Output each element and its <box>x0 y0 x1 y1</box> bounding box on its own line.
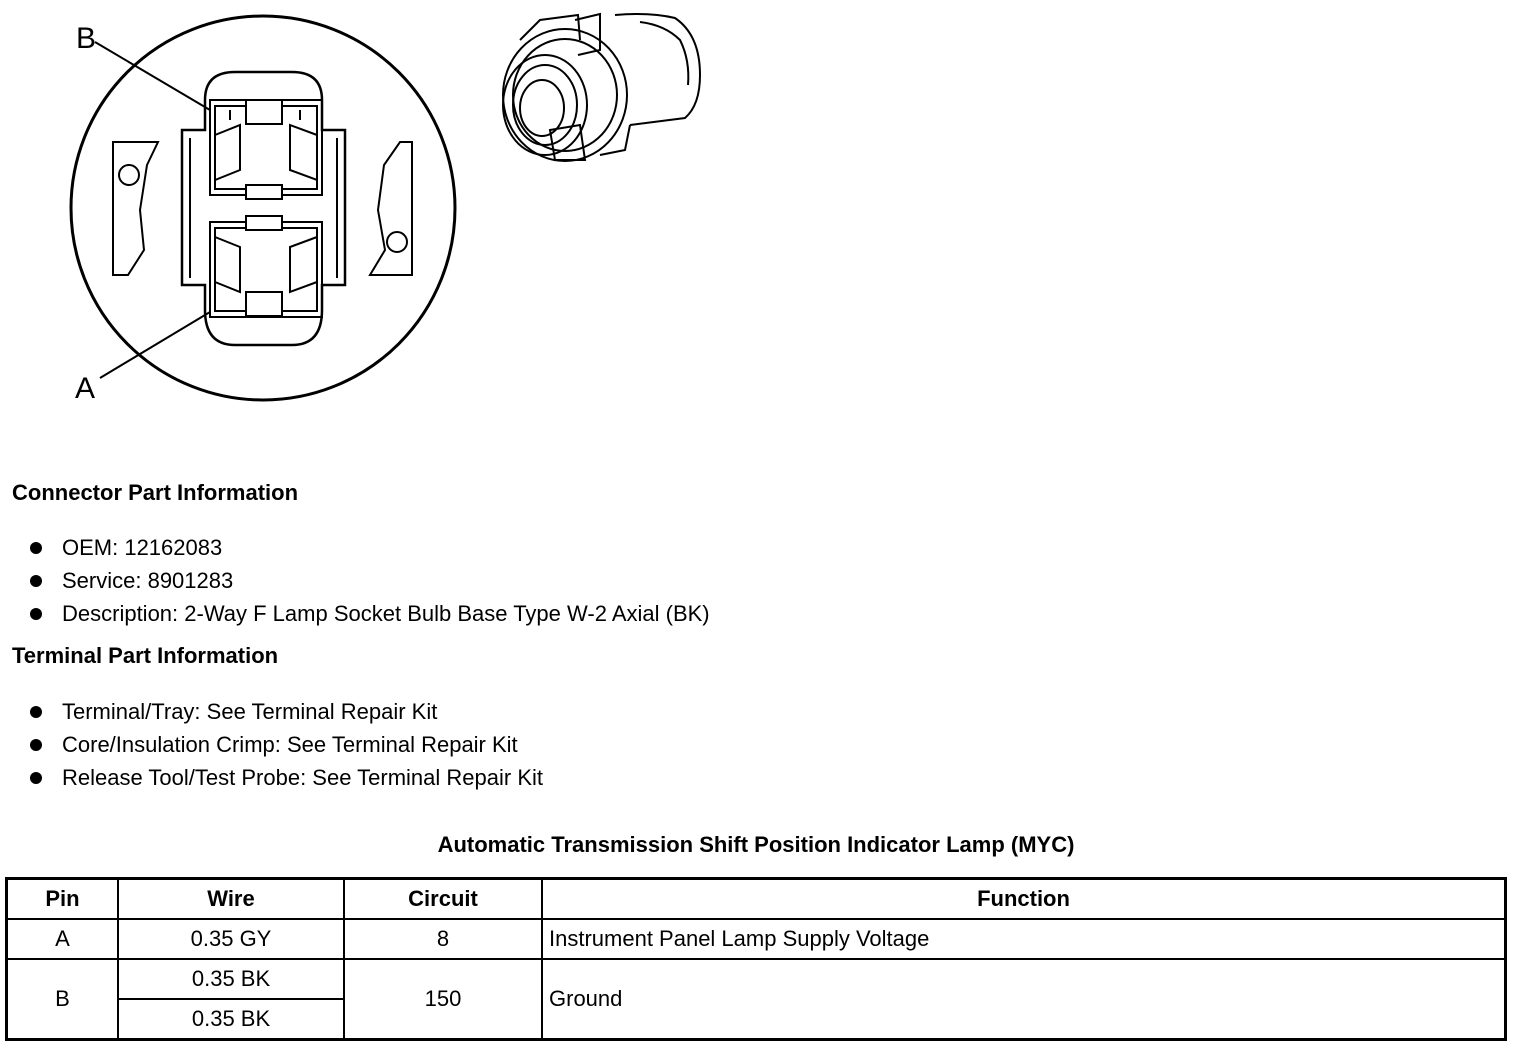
terminal-cavity-a <box>210 216 322 317</box>
wire-cell: 0.35 GY <box>118 919 344 959</box>
list-item-text: Service: 8901283 <box>62 568 234 593</box>
bullet-icon <box>30 575 42 587</box>
function-cell: Ground <box>542 959 1506 1040</box>
list-item <box>28 597 710 630</box>
bullet-icon <box>30 608 42 620</box>
list-item <box>28 761 543 794</box>
connector-info-list <box>28 531 710 630</box>
connector-diagram <box>0 0 720 420</box>
bullet-icon <box>30 739 42 751</box>
function-cell: Instrument Panel Lamp Supply Voltage <box>542 919 1506 959</box>
terminal-cavity-b <box>210 100 322 199</box>
pinout-table <box>5 877 1507 1041</box>
right-latch-hole <box>387 232 407 252</box>
list-item <box>28 728 543 761</box>
right-latch <box>370 142 412 275</box>
pin-cell: A <box>7 919 119 959</box>
table-row <box>7 959 1506 999</box>
pin-cell: B <box>7 959 119 1040</box>
circuit-cell: 8 <box>344 919 542 959</box>
header-wire: Wire <box>118 879 344 920</box>
bullet-icon <box>30 772 42 784</box>
terminal-info-list <box>28 695 543 794</box>
terminal-info-heading: Terminal Part Information <box>12 643 279 668</box>
lamp-socket-drawing <box>503 14 700 161</box>
table-title: Automatic Transmission Shift Position Indicator Lamp (MYC) <box>437 832 1075 857</box>
list-item-text: OEM: 12162083 <box>62 535 223 560</box>
left-latch-hole <box>119 165 139 185</box>
header-circuit: Circuit <box>344 879 542 920</box>
wire-cell: 0.35 BK <box>118 999 344 1040</box>
left-latch <box>113 142 158 275</box>
bullet-icon <box>30 542 42 554</box>
wire-cell: 0.35 BK <box>118 959 344 999</box>
table-row <box>7 919 1506 959</box>
callout-b-label: B <box>76 22 97 55</box>
header-pin: Pin <box>7 879 119 920</box>
connector-face-outline <box>71 16 455 400</box>
header-function: Function <box>542 879 1506 920</box>
list-item <box>28 695 543 728</box>
list-item-text: Core/Insulation Crimp: See Terminal Repair Kit <box>62 732 518 757</box>
table-header-row <box>7 879 1506 920</box>
callout-a-label: A <box>75 372 96 405</box>
bullet-icon <box>30 706 42 718</box>
circuit-cell: 150 <box>344 959 542 1040</box>
list-item <box>28 564 710 597</box>
list-item-text: Description: 2-Way F Lamp Socket Bulb Base Type W-2 Axial (BK) <box>62 601 710 626</box>
list-item <box>28 531 710 564</box>
list-item-text: Release Tool/Test Probe: See Terminal Repair Kit <box>62 765 543 790</box>
list-item-text: Terminal/Tray: See Terminal Repair Kit <box>62 699 438 724</box>
connector-info-heading: Connector Part Information <box>12 480 299 505</box>
